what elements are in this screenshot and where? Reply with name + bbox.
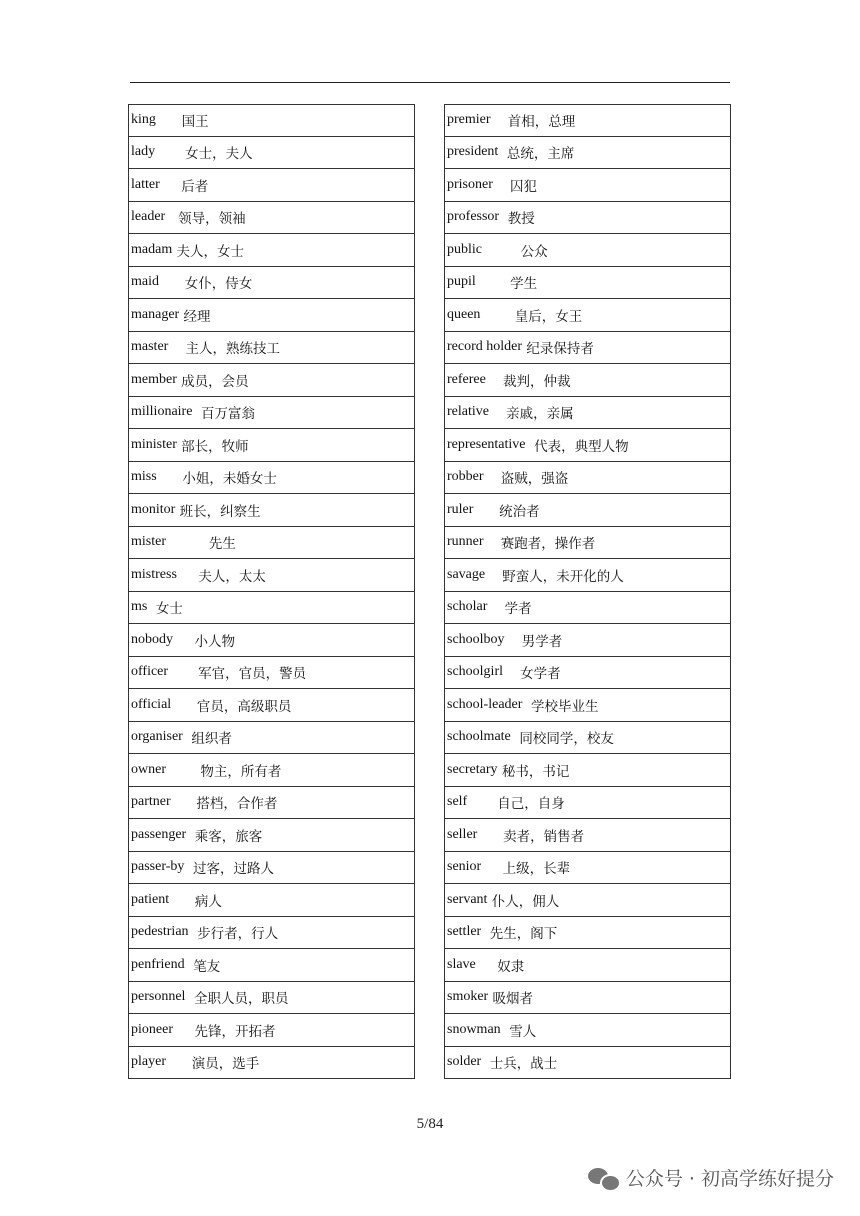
vocab-entry (128, 397, 415, 430)
english-word: mister (131, 534, 166, 550)
wechat-icon (588, 1166, 618, 1190)
chinese-meaning: 乘客，旅客 (186, 828, 263, 845)
chinese-meaning: 班长，纠察生 (175, 503, 261, 520)
chinese-meaning: 野蛮人，未开化的人 (485, 568, 624, 585)
chinese-meaning: 奴隶 (475, 958, 525, 975)
watermark-text: 公众号 · 初高学练好提分 (625, 1168, 834, 1190)
chinese-meaning: 男学者 (504, 633, 563, 650)
english-word: president (447, 144, 499, 160)
vocab-entry (128, 819, 415, 852)
english-word: leader (131, 209, 166, 225)
chinese-meaning: 全职人员，职员 (185, 991, 289, 1008)
vocab-entry (444, 852, 731, 885)
vocab-entry (128, 722, 415, 755)
chinese-meaning: 夫人，太太 (176, 568, 266, 585)
chinese-meaning: 学校毕业生 (522, 698, 599, 715)
chinese-meaning: 官员，高级职员 (171, 698, 292, 715)
chinese-meaning: 成员，会员 (176, 373, 249, 390)
english-word: schoolmate (447, 729, 511, 745)
chinese-meaning: 女士，夫人 (155, 146, 253, 163)
english-word: snowman (447, 1021, 501, 1037)
english-word: millionaire (131, 404, 193, 420)
english-word: public (447, 241, 482, 257)
english-word: madam (131, 241, 173, 257)
vocab-entry (128, 559, 415, 592)
vocab-entry (444, 819, 731, 852)
english-word: penfriend (131, 956, 185, 972)
vocab-entry (128, 267, 415, 300)
vocab-entry (128, 137, 415, 170)
chinese-meaning: 经理 (179, 308, 211, 325)
chinese-meaning: 小姐，未婚女士 (156, 471, 277, 488)
chinese-meaning: 同校同学，校友 (510, 731, 614, 748)
chinese-meaning: 囚犯 (492, 178, 538, 195)
english-word: miss (131, 469, 157, 485)
english-word: personnel (131, 989, 186, 1005)
english-word: schoolgirl (447, 664, 503, 680)
vocab-entry (128, 624, 415, 657)
vocab-entry (444, 462, 731, 495)
chinese-meaning: 领导，领袖 (165, 211, 246, 228)
chinese-meaning: 上级，长辈 (481, 861, 571, 878)
chinese-meaning: 搭档，合作者 (170, 796, 278, 813)
english-word: organiser (131, 729, 183, 745)
english-word: servant (447, 891, 488, 907)
chinese-meaning: 裁判，仲裁 (485, 373, 571, 390)
header-rule (130, 82, 730, 83)
chinese-meaning: 步行者，行人 (188, 926, 279, 943)
chinese-meaning: 亲戚，亲属 (488, 406, 574, 423)
chinese-meaning: 物主，所有者 (166, 763, 282, 780)
chinese-meaning: 士兵，战士 (481, 1056, 558, 1073)
vocab-entry (444, 104, 731, 137)
english-word: monitor (131, 501, 176, 517)
chinese-meaning: 军官，官员，警员 (168, 666, 307, 683)
english-word: slave (447, 956, 476, 972)
chinese-meaning: 统治者 (473, 503, 540, 520)
vocab-entry (444, 624, 731, 657)
vocab-entry (128, 332, 415, 365)
vocab-entry (444, 657, 731, 690)
chinese-meaning: 过客，过路人 (184, 861, 274, 878)
vocab-entry (444, 234, 731, 267)
vocab-entry (128, 1014, 415, 1047)
chinese-meaning: 夫人，女士 (172, 243, 245, 260)
english-word: ms (131, 599, 148, 615)
vocab-entry (128, 884, 415, 917)
chinese-meaning: 秘书，书记 (497, 763, 570, 780)
chinese-meaning: 皇后，女王 (480, 308, 583, 325)
english-word: school-leader (447, 696, 523, 712)
english-word: mistress (131, 566, 177, 582)
chinese-meaning: 自己，自身 (467, 796, 565, 813)
english-word: solder (447, 1054, 482, 1070)
english-word: officer (131, 664, 169, 680)
vocab-entry (444, 917, 731, 950)
chinese-meaning: 先锋，开拓者 (172, 1023, 276, 1040)
english-word: king (131, 112, 156, 128)
chinese-meaning: 首相，总理 (490, 114, 576, 131)
vocab-entry (444, 397, 731, 430)
chinese-meaning: 后者 (159, 178, 209, 195)
vocab-entry (444, 527, 731, 560)
chinese-meaning: 卖者，销售者 (477, 828, 585, 845)
english-word: scholar (447, 599, 488, 615)
english-word: pioneer (131, 1021, 173, 1037)
vocab-entry (444, 267, 731, 300)
chinese-meaning: 总统，主席 (498, 146, 575, 163)
vocab-entry (444, 949, 731, 982)
chinese-meaning: 主人，熟练技工 (168, 341, 280, 358)
chinese-meaning: 先生，阁下 (481, 926, 558, 943)
vocab-entry (128, 917, 415, 950)
english-word: owner (131, 761, 166, 777)
english-word: relative (447, 404, 489, 420)
english-word: latter (131, 176, 160, 192)
vocab-entry (444, 592, 731, 625)
english-word: manager (131, 306, 180, 322)
vocab-entry (128, 299, 415, 332)
chinese-meaning: 演员，选手 (165, 1056, 260, 1073)
vocab-entry (128, 754, 415, 787)
vocab-entry (128, 657, 415, 690)
chinese-meaning: 小人物 (173, 633, 235, 650)
english-word: representative (447, 436, 526, 452)
english-word: pedestrian (131, 924, 189, 940)
english-word: ruler (447, 501, 474, 517)
chinese-meaning: 仆人，佣人 (487, 893, 560, 910)
vocab-entry (444, 1047, 731, 1080)
english-word: passenger (131, 826, 187, 842)
chinese-meaning: 公众 (482, 243, 548, 260)
chinese-meaning: 雪人 (500, 1023, 537, 1040)
chinese-meaning: 教授 (499, 211, 535, 228)
english-word: passer-by (131, 859, 185, 875)
vocab-entry (444, 722, 731, 755)
vocab-entry (444, 364, 731, 397)
watermark (588, 1164, 834, 1191)
vocab-entry (444, 1014, 731, 1047)
chinese-meaning: 部长，牧师 (176, 438, 249, 455)
vocab-entry (128, 234, 415, 267)
vocab-entry (128, 169, 415, 202)
vocab-entry (444, 299, 731, 332)
english-word: nobody (131, 631, 173, 647)
vocab-entry (128, 689, 415, 722)
vocab-entry (128, 429, 415, 462)
english-word: minister (131, 436, 177, 452)
chinese-meaning: 盗贼，强盗 (483, 471, 569, 488)
english-word: master (131, 339, 169, 355)
vocab-entry (128, 1047, 415, 1080)
english-word: maid (131, 274, 159, 290)
chinese-meaning: 先生 (166, 536, 236, 553)
english-word: prisoner (447, 176, 493, 192)
english-word: schoolboy (447, 631, 505, 647)
english-word: premier (447, 112, 491, 128)
vocab-entry (128, 949, 415, 982)
english-word: player (131, 1054, 166, 1070)
vocab-entry (128, 462, 415, 495)
chinese-meaning: 女士 (147, 601, 183, 618)
vocab-entry (444, 787, 731, 820)
english-word: queen (447, 306, 481, 322)
vocab-entry (128, 787, 415, 820)
vocab-entry (444, 137, 731, 170)
chinese-meaning: 代表，典型人物 (525, 438, 629, 455)
vocab-entry (128, 104, 415, 137)
english-word: pupil (447, 274, 476, 290)
english-word: settler (447, 924, 482, 940)
vocab-entry (444, 429, 731, 462)
vocab-entry (128, 364, 415, 397)
english-word: self (447, 794, 468, 810)
chinese-meaning: 纪录保持者 (522, 341, 594, 358)
chinese-meaning: 学者 (487, 601, 532, 618)
vocab-entry (444, 982, 731, 1015)
chinese-meaning: 病人 (169, 893, 222, 910)
chinese-meaning: 百万富翁 (192, 406, 256, 423)
english-word: smoker (447, 989, 489, 1005)
vocab-entry (128, 592, 415, 625)
vocab-entry (444, 202, 731, 235)
english-word: robber (447, 469, 484, 485)
english-word: professor (447, 209, 500, 225)
chinese-meaning: 国王 (155, 114, 209, 131)
english-word: savage (447, 566, 486, 582)
chinese-meaning: 女学者 (503, 666, 561, 683)
vocab-entry (444, 169, 731, 202)
vocab-entry (128, 982, 415, 1015)
vocab-entry (444, 494, 731, 527)
english-word: official (131, 696, 172, 712)
english-word: secretary (447, 761, 498, 777)
chinese-meaning: 组织者 (182, 731, 232, 748)
vocab-column-right (444, 104, 731, 1079)
english-word: lady (131, 144, 156, 160)
page-number: 5/84 (416, 1116, 444, 1132)
english-word: runner (447, 534, 484, 550)
vocab-entry (444, 559, 731, 592)
vocab-column-left (128, 104, 415, 1079)
vocab-entry (444, 754, 731, 787)
vocab-entry (444, 689, 731, 722)
english-word: member (131, 371, 177, 387)
vocab-entry (128, 852, 415, 885)
chinese-meaning: 学生 (475, 276, 538, 293)
vocab-entry (128, 494, 415, 527)
english-word: patient (131, 891, 170, 907)
english-word: seller (447, 826, 478, 842)
chinese-meaning: 女仆，侍女 (159, 276, 253, 293)
vocab-entry (444, 332, 731, 365)
chinese-meaning: 笔友 (184, 958, 221, 975)
chinese-meaning: 赛跑者，操作者 (483, 536, 596, 553)
vocab-entry (444, 884, 731, 917)
english-word: partner (131, 794, 171, 810)
vocab-entry (128, 527, 415, 560)
english-word: record holder (447, 339, 523, 355)
english-word: senior (447, 859, 482, 875)
vocab-entry (128, 202, 415, 235)
chinese-meaning: 吸烟者 (488, 991, 534, 1008)
english-word: referee (447, 371, 486, 387)
